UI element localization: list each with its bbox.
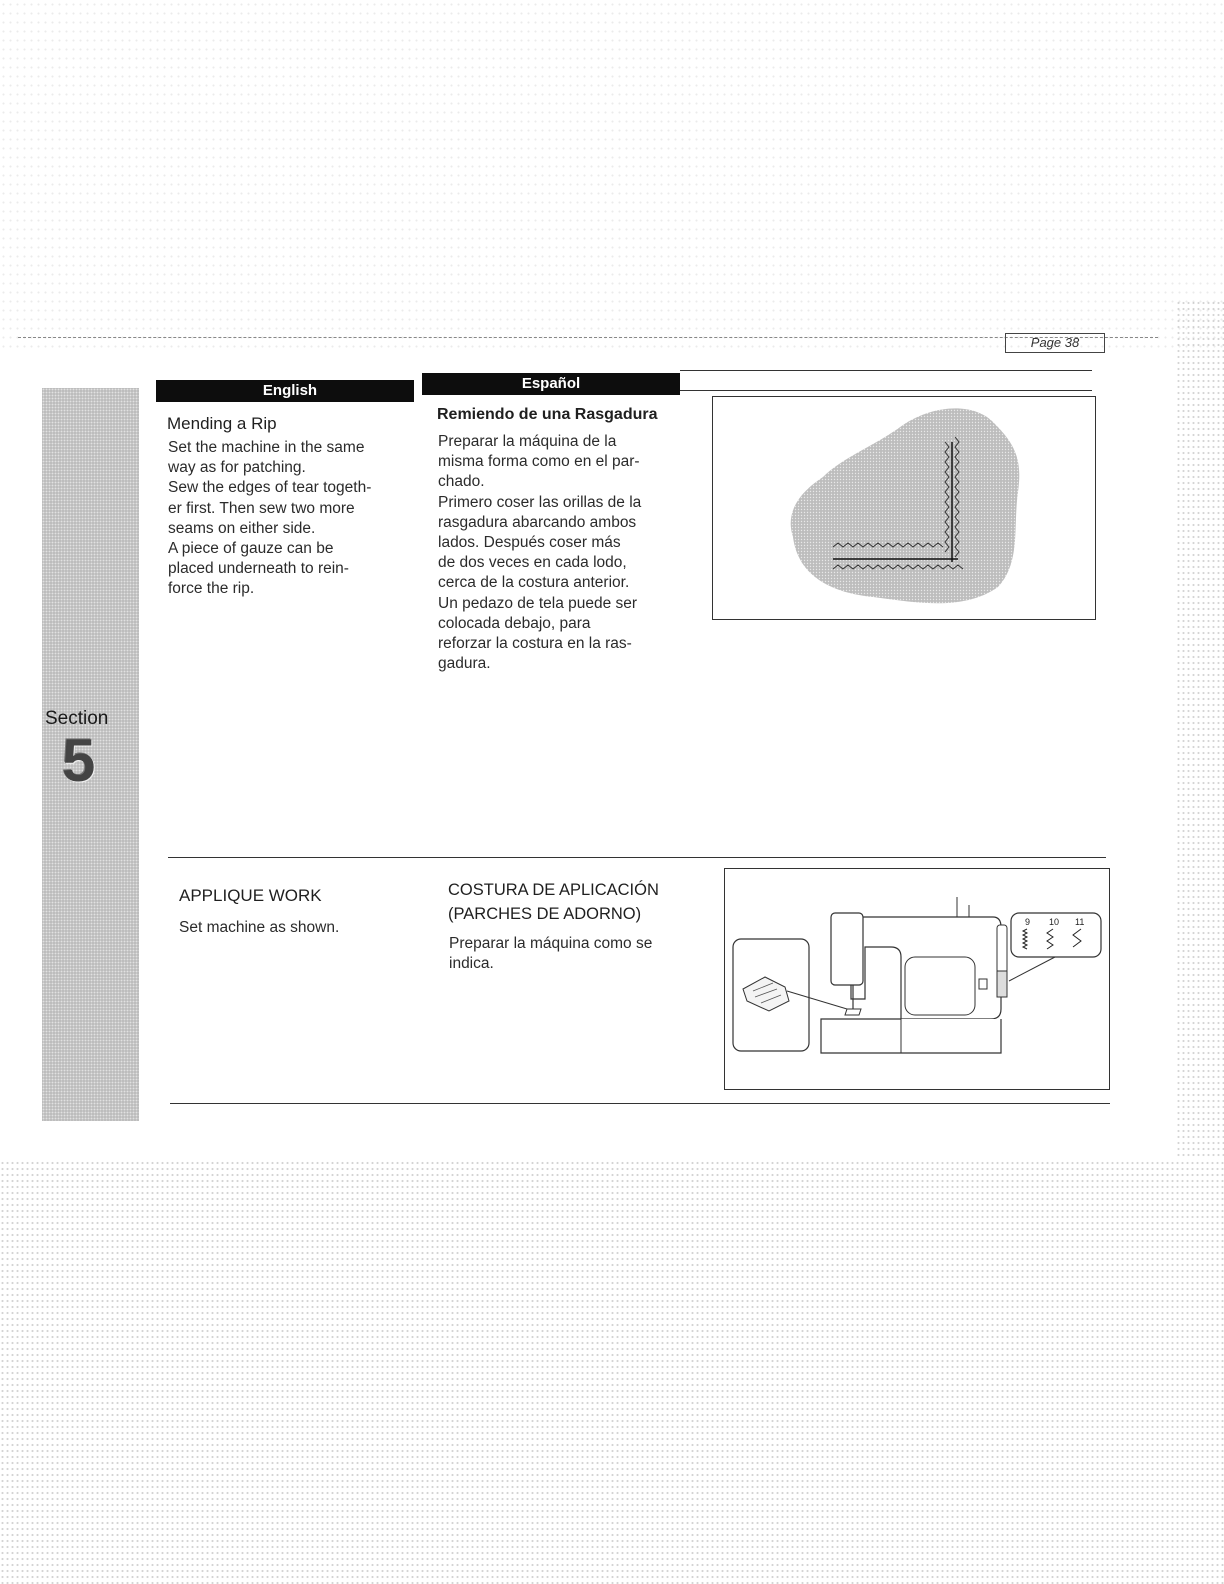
- text-line: Sew the edges of tear togeth-: [168, 479, 372, 497]
- text-line: reforzar la costura en la ras-: [438, 635, 632, 653]
- applique-title-es: [448, 878, 659, 926]
- sewing-machine-illustration: [725, 869, 1109, 1089]
- text-line: chado.: [438, 473, 485, 491]
- text-line: Preparar la máquina de la: [438, 433, 617, 450]
- text-line: placed underneath to rein-: [168, 560, 349, 578]
- text-line: rasgadura abarcando ambos: [438, 513, 637, 531]
- text-line: colocada debajo, para: [438, 614, 591, 632]
- dial-number-10: 10: [1049, 917, 1060, 927]
- text-line: way as for patching.: [168, 459, 306, 477]
- text-line: seams on either side.: [168, 519, 316, 537]
- dial-number-9: 9: [1025, 917, 1031, 927]
- header-rule-top: [680, 370, 1092, 371]
- mending-illustration-frame: [712, 396, 1096, 620]
- mending-body-en: [168, 438, 406, 600]
- section-number: 5: [62, 727, 96, 794]
- tab-spanish: [422, 373, 680, 395]
- bottom-rule: [170, 1103, 1110, 1104]
- applique-body-en: Set machine as shown.: [179, 919, 340, 936]
- mending-body-es: [438, 432, 678, 674]
- text-line: er first. Then sew two more: [168, 499, 355, 517]
- header-rule-bottom: [680, 390, 1092, 391]
- text-line: indica.: [449, 955, 494, 973]
- mending-title-en: Mending a Rip: [167, 414, 277, 433]
- text-line: de dos veces en cada lodo,: [438, 554, 627, 572]
- tab-spanish-label: Español: [521, 375, 581, 392]
- text-line: A piece of gauze can be: [168, 540, 334, 558]
- text-line: misma forma como en el par-: [438, 453, 640, 471]
- rip-mending-illustration: [713, 397, 1095, 619]
- mending-title-es: Remiendo de una Rasgadura: [437, 406, 658, 423]
- applique-body-es: [449, 934, 652, 974]
- text-line: force the rip.: [168, 580, 255, 598]
- text-line: gadura.: [438, 655, 491, 673]
- tab-english-label: English: [262, 382, 318, 399]
- tab-english: [156, 380, 414, 402]
- applique-title-es-line1: COSTURA DE APLICACIÓN: [448, 881, 659, 899]
- text-line: cerca de la costura anterior.: [438, 574, 630, 592]
- applique-title-es-line2: (PARCHES DE ADORNO): [448, 905, 642, 923]
- section-label: Section: [45, 708, 109, 729]
- applique-title-en: APPLIQUE WORK: [179, 886, 322, 905]
- scan-noise-bottom: [0, 1160, 1224, 1584]
- scan-noise-right: [1176, 300, 1224, 1160]
- text-line: lados. Después coser más: [438, 534, 621, 552]
- tab-separator: [414, 378, 422, 400]
- section-divider: [168, 857, 1106, 858]
- text-line: Primero coser las orillas de la: [438, 493, 642, 511]
- page-number-label: Page 38: [1005, 333, 1105, 353]
- applique-illustration-frame: [724, 868, 1110, 1090]
- text-line: Preparar la máquina como se: [449, 935, 653, 952]
- page-top-edge: [18, 337, 1158, 339]
- text-line: Set the machine in the same: [168, 439, 365, 456]
- dial-number-11: 11: [1075, 917, 1085, 927]
- scan-noise-top: [0, 0, 1224, 350]
- text-line: Un pedazo de tela puede ser: [438, 594, 638, 612]
